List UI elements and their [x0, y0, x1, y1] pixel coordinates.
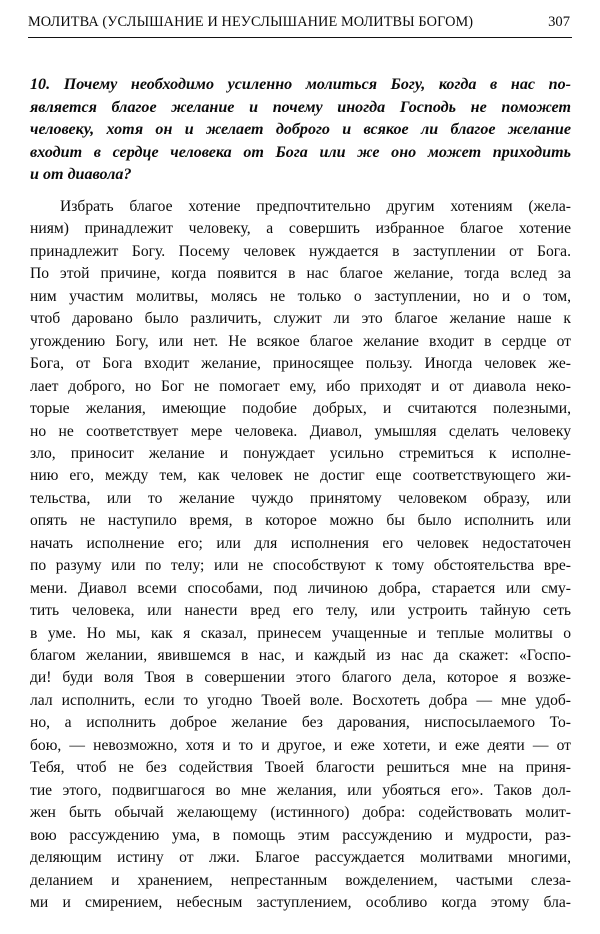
body-line: в уме. Но мы, как я сказал, принесем учащенные и теплые молитвы о — [30, 624, 571, 642]
body-line: но, а исполнить доброе желание без дарования, ниспосылаемого То- — [30, 714, 571, 732]
body-line: тить человека, или нанести вред его телу, или устроить тайную сеть — [30, 602, 571, 620]
body-line: тельства, или то желание чуждо принятому человеком образу, или — [30, 489, 571, 507]
body-line: жен быть обычай желающему (истинного) добра: содействовать молит- — [30, 804, 571, 822]
body-line-text: Избрать благое хотение предпочтительно другим хотениям (жела- — [60, 197, 571, 215]
body-line: деланием и хранением, непрестанным вожделением, частыми слеза- — [30, 871, 571, 889]
answer-paragraph — [30, 196, 571, 915]
body-line: ниям) принадлежит человеку, а совершить избранное благое хотение — [30, 220, 571, 238]
question-heading — [30, 74, 571, 187]
body-line: По этой причине, когда появится в нас благое желание, тогда вслед за — [30, 265, 571, 283]
body-line: по разуму или по телу; или не способствуют к тому обстоятельства вре- — [30, 557, 571, 575]
question-line: входит в сердце человека от Бога или же оно может приходить — [30, 143, 571, 161]
body-line: зло, приносит желание и понуждает усильно стремиться к исполне- — [30, 444, 571, 462]
body-line: лал исполнить, если то угодно Твоей воле. Восхотеть добра — мне удоб- — [30, 691, 571, 709]
page-number: 307 — [548, 14, 570, 30]
header-rule-divider — [28, 37, 572, 38]
body-line: начать исполнение его; или для исполнения его человек недостаточен — [30, 534, 571, 552]
body-line: Бога, от Бога входит желание, приносящее пользу. Иногда человек же- — [30, 355, 571, 373]
body-line: лает доброго, но Бог не помогает ему, ибо приходят и от диавола неко- — [30, 377, 571, 395]
body-line: чтоб даровано было различить, служит ли это благое желание наше к — [30, 310, 571, 328]
body-line: деляющим истину от лжи. Благое рассуждается молитвами многими, — [30, 849, 571, 867]
body-line: благом желании, явившемся в нас, и каждый из нас да скажет: «Госпо- — [30, 647, 571, 665]
running-head — [28, 14, 572, 31]
body-line: торые желания, имеющие подобие добрых, и считаются полезными, — [30, 400, 571, 418]
body-line: мени. Диавол всеми способами, под личиною добра, старается или сму- — [30, 579, 571, 597]
body-line: вою рассуждению ума, в помощь этим рассуждению и мудрости, раз- — [30, 826, 571, 844]
body-line: тие этого, подвигшагося во мне желания, или убояться его». Таков дол- — [30, 781, 571, 799]
question-line: человеку, хотя он и желает доброго и всякое ли благое желание — [30, 121, 571, 139]
body-line: Тебя, чтоб не без содействия Твоей благости решиться мне на приня- — [30, 759, 571, 777]
page-content — [30, 74, 571, 914]
body-line: угождению Богу, или нет. Не всякое благое желание входит в сердце от — [30, 332, 571, 350]
question-line: 10. Почему необходимо усиленно молиться Богу, когда в нас по- — [30, 76, 571, 93]
running-head-title: МОЛИТВА (УСЛЫШАНИЕ И НЕУСЛЫШАНИЕ МОЛИТВЫ БОГОМ) — [28, 14, 474, 30]
body-line: опять не наступило время, в которое можно бы было исполнить или — [30, 512, 571, 530]
body-line: но не соответствует мере человека. Диавол, умышляя сделать человеку — [30, 422, 571, 440]
body-line: ним участим молитвы, молясь не только о заступлении, но и о том, — [30, 287, 571, 305]
question-line: является благое желание и почему иногда Господь не поможет — [30, 98, 571, 116]
body-line: нию его, между тем, как человек не достиг еще соответствующего жи- — [30, 467, 571, 485]
question-line: и от диавола? — [30, 166, 132, 184]
body-line — [30, 196, 571, 218]
body-line: принадлежит Богу. Посему человек нуждается в заступлении от Бога. — [30, 242, 571, 260]
body-line: бою, — невозможно, хотя и то и другое, и еже хотети, и еже деяти — от — [30, 736, 571, 754]
body-line: ми и смирением, небесным заступлением, особливо когда этому бла- — [30, 894, 571, 912]
body-line: ди! буди воля Твоя в совершении этого благого дела, которое я возже- — [30, 669, 571, 687]
